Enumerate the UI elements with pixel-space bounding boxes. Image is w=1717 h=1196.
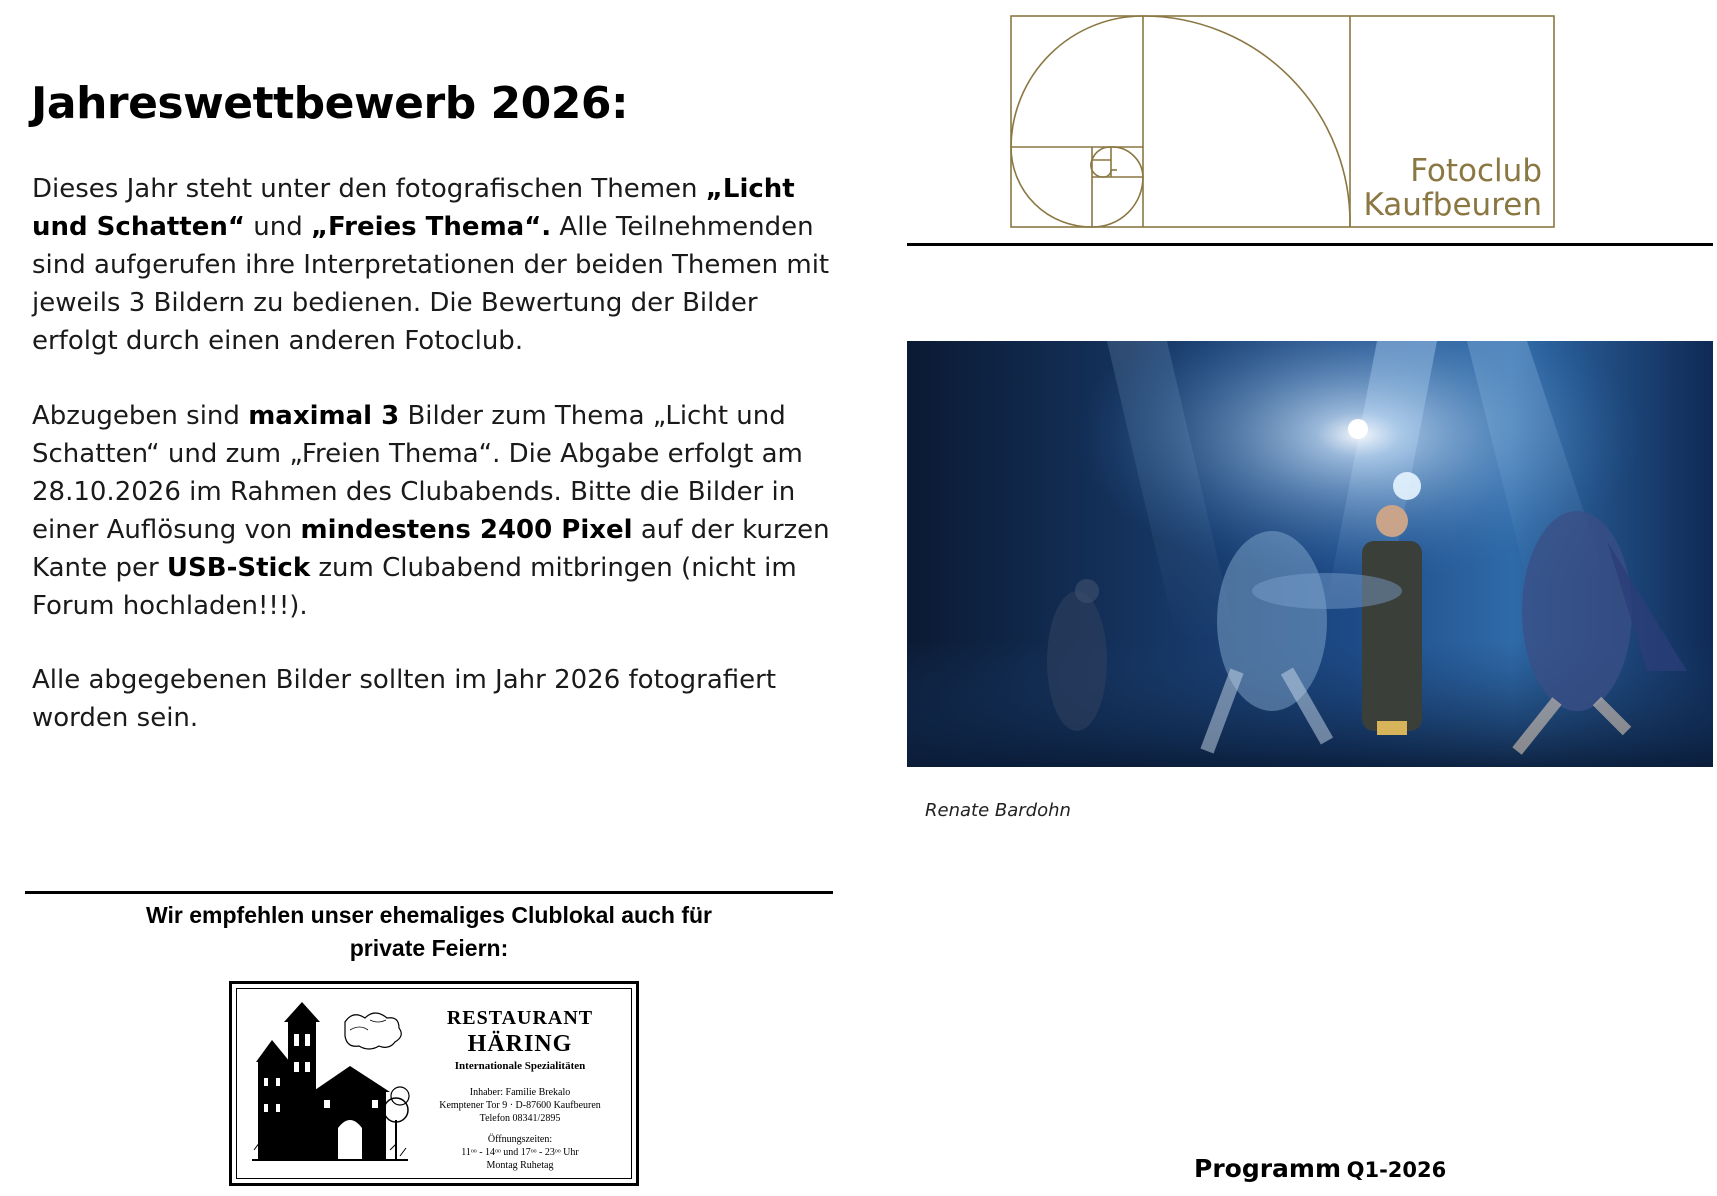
restaurant-address: Kemptener Tor 9 · D-87600 Kaufbeuren [439,1100,601,1111]
text-run: und [244,212,311,242]
text-run: zum Clubabend mitbringen (nicht im Forum hochladen!!!). [32,553,797,621]
divider [907,243,1713,246]
divider [25,891,833,894]
ad-text [420,1006,620,1172]
building-sketch-icon [250,1000,410,1168]
restaurant-recommendation [25,899,833,965]
stage-photo [907,341,1713,767]
photo-caption: Renate Bardohn [925,800,1071,821]
min-resolution: mindestens 2400 Pixel [300,515,633,545]
program-label [1194,1154,1446,1183]
usb-stick: USB-Stick [166,553,311,583]
fotoclub-logo [1010,15,1555,228]
logo-line2: Kaufbeuren [1363,187,1542,223]
program-word: Programm [1194,1154,1342,1183]
logo-line1: Fotoclub [1410,153,1542,189]
text-run: Alle Teilnehmenden sind aufgerufen ihre Interpretationen der beiden Themen mit jeweils 3 Bildern zu bedienen. Die Bewertung der Bilder erfolgt durch einen anderen Fotoclub. [32,212,830,356]
theme-freies-thema: „Freies Thema“. [310,212,552,242]
text-run: Dieses Jahr steht unter den fotografischen Themen [32,174,706,204]
restaurant-label: RESTAURANT [446,1007,594,1029]
restaurant-owner: Inhaber: Familie Brekalo [469,1087,571,1098]
intro-paragraph [32,170,842,360]
restaurant-ad [229,981,639,1186]
max-images: maximal 3 [248,401,400,431]
text-run: auf der kurzen Kante per [32,515,830,583]
text-run: Abzugeben sind [32,401,249,431]
recommendation-line1: Wir empfehlen unser ehemaliges Clublokal auch für [146,902,712,928]
rest-day: Montag Ruhetag [486,1160,554,1171]
restaurant-phone: Telefon 08341/2895 [479,1113,561,1124]
opening-hours-label: Öffnungszeiten: [487,1134,553,1145]
restaurant-name: HÄRING [467,1031,573,1057]
theme-licht-und-schatten: „Licht und Schatten“ [32,174,795,242]
submission-paragraph [32,397,842,625]
recommendation-line2: private Feiern: [349,935,509,961]
program-quarter: Q1-2026 [1346,1158,1447,1182]
restaurant-specialty: Internationale Spezialitäten [454,1060,586,1072]
page-title: Jahreswettbewerb 2026: [31,78,629,129]
text-run: Bilder zum Thema „Licht und Schatten“ und zum „Freien Thema“. Die Abgabe erfolgt am 28.10.2026 im Rahmen des Clubabends. Bitte die Bilder in einer Auflösung von [32,401,803,545]
date-requirement-paragraph: Alle abgegebenen Bilder sollten im Jahr 2026 fotografiert worden sein. [32,665,777,733]
opening-hours: 11ᵒᵒ - 14ᵒᵒ und 17ᵒᵒ - 23ᵒᵒ Uhr [461,1147,579,1158]
